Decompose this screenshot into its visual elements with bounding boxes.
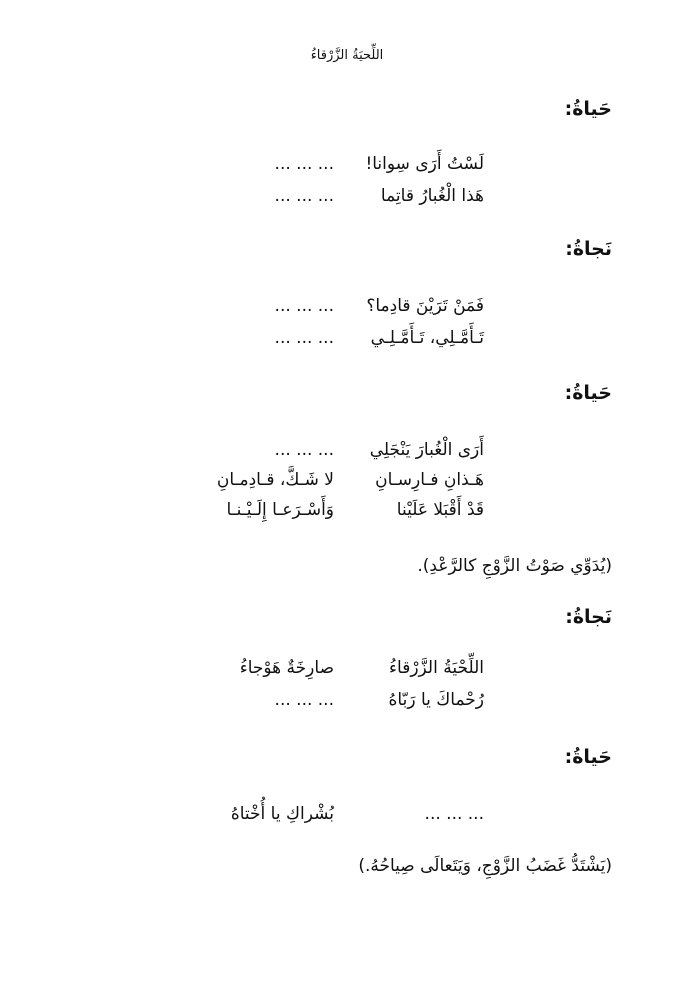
verse-line: [0, 186, 694, 216]
hemistich-right: ... ... ...: [424, 804, 484, 824]
verse-line: [0, 440, 694, 470]
hemistich-left: ... ... ...: [274, 690, 334, 710]
verse-line: [0, 658, 694, 688]
hemistich-right: هَذا الْغُبارُ قاتِما: [380, 186, 484, 206]
hemistich-right: تَـأَمَّـلِي، تَـأَمَّـلِـي: [370, 328, 484, 348]
speaker-label: نَجاةُ:: [565, 606, 612, 628]
hemistich-right: رُحْماكَ يا رَبّاهُ: [388, 690, 484, 710]
hemistich-left: بُشْراكِ يا أُخْتاهُ: [230, 804, 334, 824]
speaker-label: حَياةُ:: [564, 746, 612, 768]
speaker-label: حَياةُ:: [564, 98, 612, 120]
hemistich-right: قَدْ أَقْبَلا عَلَيْنا: [396, 500, 484, 520]
hemistich-left: ... ... ...: [274, 328, 334, 348]
verse-line: [0, 154, 694, 184]
verse-line: [0, 500, 694, 530]
hemistich-left: ... ... ...: [274, 296, 334, 316]
stage-direction: (يُدَوِّي صَوْتُ الزَّوْجِ كالرَّعْدِ).: [417, 556, 612, 576]
hemistich-right: فَمَنْ تَرَيْنَ قادِما؟: [366, 296, 484, 316]
hemistich-right: أَرَى الْغُبارَ يَنْجَلِي: [369, 440, 484, 460]
page-title: اللِّحيَةُ الزَّرْقاءُ: [310, 48, 384, 63]
hemistich-left: ... ... ...: [274, 154, 334, 174]
verse-line: [0, 690, 694, 720]
verse-line: [0, 470, 694, 500]
hemistich-right: هَـذانِ فـارِسـانِ: [375, 470, 484, 490]
speaker-label: حَياةُ:: [564, 382, 612, 404]
hemistich-left: ... ... ...: [274, 440, 334, 460]
verse-line: [0, 296, 694, 326]
hemistich-right: اللِّحْيَةُ الزَّرْقاءُ: [389, 658, 484, 678]
hemistich-left: وَأَسْـرَعـا إِلَـيْـنـا: [226, 500, 334, 520]
hemistich-left: لا شَـكَّ، قـادِمـانِ: [216, 470, 334, 490]
verse-line: [0, 804, 694, 834]
stage-direction: (يَشْتَدُّ غَضَبُ الزَّوْجِ، وَيَتَعالَى صِياحُهُ.): [358, 856, 612, 876]
hemistich-left: ... ... ...: [274, 186, 334, 206]
hemistich-left: صارِخَةٌ هَوْجاءُ: [239, 658, 334, 678]
hemistich-right: لَسْتُ أَرَى سِوانا!: [365, 154, 484, 174]
verse-line: [0, 328, 694, 358]
speaker-label: نَجاةُ:: [565, 238, 612, 260]
